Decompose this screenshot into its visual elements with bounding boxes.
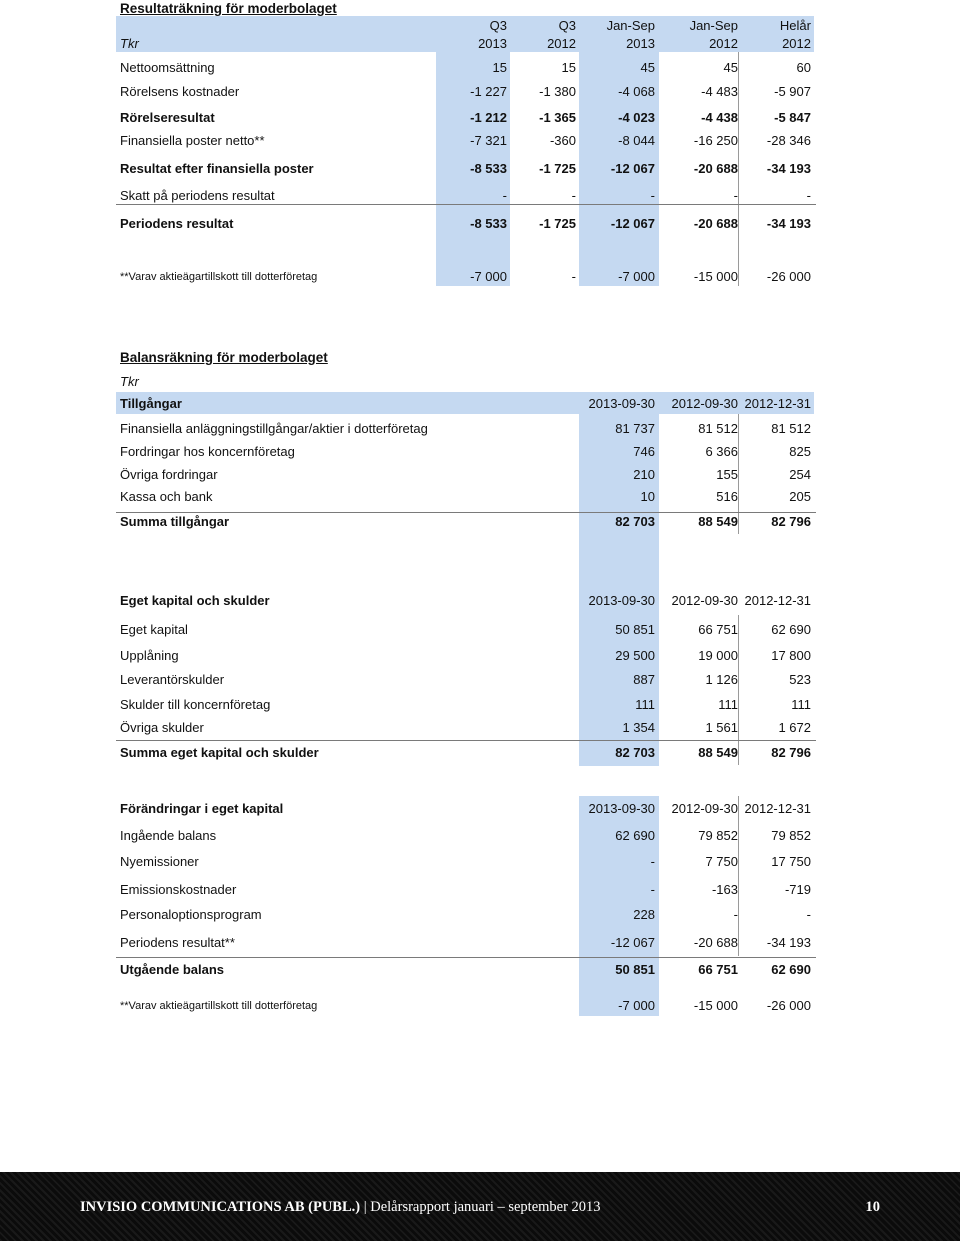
balance-sheet-title: Balansräkning för moderbolaget — [120, 350, 328, 365]
row-value: -719 — [784, 882, 811, 897]
row-value: 81 737 — [615, 421, 655, 436]
column-header-line1: Jan-Sep — [689, 18, 738, 33]
row-value: -4 438 — [701, 110, 738, 125]
column-header: 2012-12-31 — [744, 396, 811, 411]
row-value: 1 561 — [705, 720, 738, 735]
footer-report-title: Delårsrapport januari – september 2013 — [370, 1199, 601, 1215]
column-divider — [738, 796, 739, 956]
row-value: -12 067 — [610, 216, 655, 231]
row-label: Fordringar hos koncernföretag — [120, 444, 295, 459]
column-header-line1: Jan-Sep — [606, 18, 655, 33]
row-label: Ingående balans — [120, 828, 217, 843]
row-value: -15 000 — [693, 269, 738, 284]
row-value: 66 751 — [698, 622, 738, 637]
row-value: 111 — [635, 697, 655, 712]
row-value: 82 796 — [771, 745, 811, 760]
row-value: 10 — [640, 489, 655, 504]
row-label: Utgående balans — [120, 962, 225, 977]
row-label: Upplåning — [120, 648, 179, 663]
income-statement-title: Resultaträkning för moderbolaget — [120, 1, 337, 16]
row-label: Övriga fordringar — [120, 467, 218, 482]
row-value: -26 000 — [766, 998, 811, 1013]
row-label: Rörelseresultat — [120, 110, 215, 125]
row-value: 88 549 — [698, 514, 738, 529]
row-value: -8 044 — [618, 133, 655, 148]
row-value: -12 067 — [610, 161, 655, 176]
row-label: Emissionskostnader — [120, 882, 237, 897]
row-value: 205 — [789, 489, 811, 504]
row-value: 17 750 — [771, 854, 811, 869]
page-number: 10 — [865, 1199, 880, 1215]
column-header-line2: 2013 — [626, 36, 655, 51]
row-value: 7 750 — [705, 854, 738, 869]
table-heading: Eget kapital och skulder — [120, 593, 270, 608]
row-value: 1 672 — [778, 720, 811, 735]
row-label: Eget kapital — [120, 622, 188, 637]
row-label: Leverantörskulder — [120, 672, 225, 687]
row-label: **Varav aktieägartillskott till dotterföretag — [120, 1000, 318, 1012]
column-header-line2: 2012 — [782, 36, 811, 51]
column-header-line2: 2012 — [709, 36, 738, 51]
row-value: -15 000 — [693, 998, 738, 1013]
column-header: 2013-09-30 — [588, 801, 655, 816]
row-label: Övriga skulder — [120, 720, 204, 735]
row-value: -5 847 — [774, 110, 811, 125]
row-value: -34 193 — [766, 216, 811, 231]
row-label: Periodens resultat — [120, 216, 234, 231]
column-header: 2012-09-30 — [671, 593, 738, 608]
row-label: Rörelsens kostnader — [120, 84, 240, 99]
row-value: - — [806, 188, 811, 203]
row-value: 66 751 — [698, 962, 738, 977]
row-value: - — [650, 188, 655, 203]
unit-label: Tkr — [120, 36, 139, 51]
row-value: -8 533 — [470, 161, 507, 176]
row-value: 29 500 — [615, 648, 655, 663]
row-value: -20 688 — [693, 161, 738, 176]
row-value: 746 — [633, 444, 655, 459]
row-value: -8 533 — [470, 216, 507, 231]
column-header-line2: 2012 — [547, 36, 576, 51]
row-value: -20 688 — [693, 216, 738, 231]
row-label: Periodens resultat** — [120, 935, 235, 950]
row-value: -1 725 — [539, 216, 576, 231]
row-value: - — [650, 882, 655, 897]
row-value: - — [650, 854, 655, 869]
column-header: 2012-12-31 — [744, 593, 811, 608]
row-value: -1 725 — [539, 161, 576, 176]
column-header: 2013-09-30 — [588, 396, 655, 411]
row-value: -7 000 — [618, 998, 655, 1013]
row-value: 228 — [633, 907, 655, 922]
column-header-line1: Q3 — [489, 18, 507, 33]
row-value: 82 796 — [771, 514, 811, 529]
row-label: Skulder till koncernföretag — [120, 697, 271, 712]
row-value: -20 688 — [693, 935, 738, 950]
row-value: 825 — [789, 444, 811, 459]
row-value: 50 851 — [615, 622, 655, 637]
row-value: -12 067 — [610, 935, 655, 950]
column-header: 2012-12-31 — [744, 801, 811, 816]
row-value: 19 000 — [698, 648, 738, 663]
row-value: -5 907 — [774, 84, 811, 99]
row-label: Kassa och bank — [120, 489, 213, 504]
column-header-line1: Helår — [779, 18, 811, 33]
row-value: -4 483 — [701, 84, 738, 99]
row-value: 81 512 — [771, 421, 811, 436]
row-value: -1 380 — [539, 84, 576, 99]
row-value: 111 — [718, 697, 738, 712]
row-value: 254 — [789, 467, 811, 482]
row-value: - — [733, 188, 738, 203]
row-value: -34 193 — [766, 161, 811, 176]
row-value: 82 703 — [615, 745, 655, 760]
row-value: 45 — [723, 60, 738, 75]
row-label: Finansiella poster netto** — [120, 133, 265, 148]
row-value: 88 549 — [698, 745, 738, 760]
row-value: -16 250 — [693, 133, 738, 148]
row-value: 60 — [796, 60, 811, 75]
row-value: -360 — [549, 133, 576, 148]
row-value: -7 000 — [470, 269, 507, 284]
row-value: -7 321 — [470, 133, 507, 148]
row-value: - — [502, 188, 507, 203]
row-value: - — [733, 907, 738, 922]
row-label: Skatt på periodens resultat — [120, 188, 275, 203]
row-label: Personaloptionsprogram — [120, 907, 262, 922]
table-heading: Förändringar i eget kapital — [120, 801, 284, 816]
row-value: - — [806, 907, 811, 922]
row-value: 82 703 — [615, 514, 655, 529]
row-value: -1 227 — [470, 84, 507, 99]
row-value: 62 690 — [771, 622, 811, 637]
row-value: 516 — [716, 489, 738, 504]
footer-text — [80, 1197, 601, 1217]
row-label: Nettoomsättning — [120, 60, 215, 75]
unit-label: Tkr — [120, 374, 139, 389]
row-label: Resultat efter finansiella poster — [120, 161, 314, 176]
row-value: 210 — [633, 467, 655, 482]
row-value: 81 512 — [698, 421, 738, 436]
row-label: Finansiella anläggningstillgångar/aktier i dotterföretag — [120, 421, 428, 436]
row-value: 62 690 — [771, 962, 811, 977]
row-value: 523 — [789, 672, 811, 687]
row-divider — [116, 957, 816, 958]
row-value: -7 000 — [618, 269, 655, 284]
row-value: -4 023 — [618, 110, 655, 125]
column-header: 2013-09-30 — [588, 593, 655, 608]
row-value: 45 — [640, 60, 655, 75]
row-label: Nyemissioner — [120, 854, 199, 869]
row-value: -4 068 — [618, 84, 655, 99]
row-value: - — [571, 188, 576, 203]
row-value: 155 — [716, 467, 738, 482]
row-value: -28 346 — [766, 133, 811, 148]
row-label: **Varav aktieägartillskott till dotterföretag — [120, 271, 318, 283]
row-value: 79 852 — [698, 828, 738, 843]
row-value: 62 690 — [615, 828, 655, 843]
row-value: -1 212 — [470, 110, 507, 125]
column-header-line2: 2013 — [478, 36, 507, 51]
footer-separator: | — [363, 1199, 367, 1215]
row-value: 1 354 — [622, 720, 655, 735]
row-value: 17 800 — [771, 648, 811, 663]
column-header-line1: Q3 — [558, 18, 576, 33]
row-label: Summa eget kapital och skulder — [120, 745, 319, 760]
row-value: 111 — [791, 697, 811, 712]
row-value: 15 — [561, 60, 576, 75]
row-label: Summa tillgångar — [120, 514, 230, 529]
row-value: -163 — [711, 882, 738, 897]
footer-company: INVISIO COMMUNICATIONS AB (PUBL.) — [80, 1199, 361, 1215]
row-value: 50 851 — [615, 962, 655, 977]
row-value: - — [571, 269, 576, 284]
table-heading: Tillgångar — [120, 396, 182, 411]
row-value: 6 366 — [705, 444, 738, 459]
row-value: 15 — [492, 60, 507, 75]
row-value: -26 000 — [766, 269, 811, 284]
column-header: 2012-09-30 — [671, 801, 738, 816]
row-value: 887 — [633, 672, 655, 687]
row-value: 1 126 — [705, 672, 738, 687]
row-value: -1 365 — [539, 110, 576, 125]
row-value: 79 852 — [771, 828, 811, 843]
column-header: 2012-09-30 — [671, 396, 738, 411]
row-value: -34 193 — [766, 935, 811, 950]
